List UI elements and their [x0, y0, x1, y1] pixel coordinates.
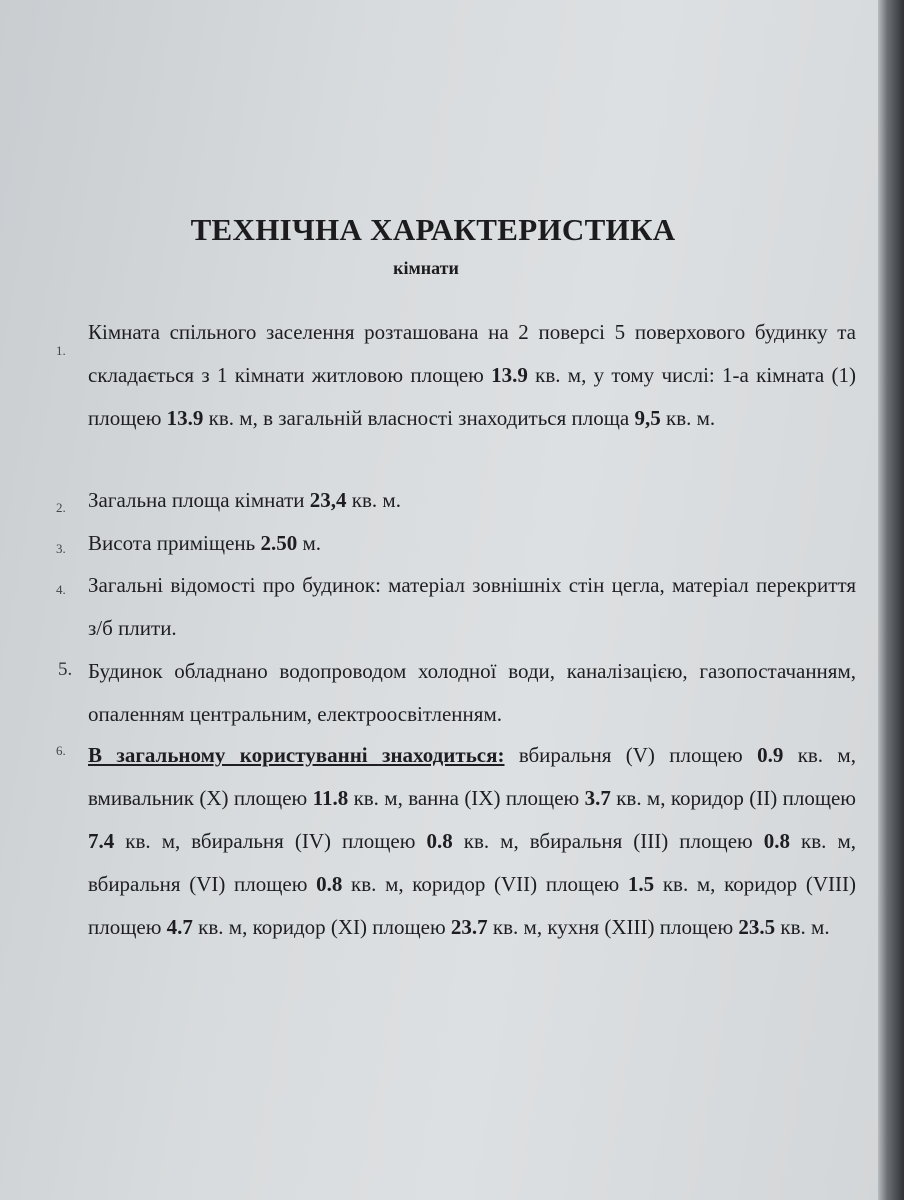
- text-run: Кімната спільного заселення розташована на 2 поверсі 5 поверхового будинку та складається з 1 кімнати житловою площею: [88, 320, 856, 387]
- item-text-6: [88, 734, 856, 949]
- page-edge-shadow: [878, 0, 904, 1200]
- item-text-5: [88, 650, 856, 736]
- item-number-6: 6.: [56, 743, 66, 758]
- value-text: 0.8: [316, 872, 343, 896]
- section-heading: В загальному користуванні знаходиться:: [88, 743, 505, 767]
- text-run: кв. м, коридор (VIII) площею: [88, 872, 856, 939]
- text-run: кв. м, в загальній власності знаходиться площа: [203, 406, 635, 430]
- item-number-5: 5.: [58, 659, 73, 680]
- text-run: Висота приміщень: [88, 531, 261, 555]
- text-run: кв. м, вмивальник (X) площею: [88, 743, 856, 810]
- value-text: 23.5: [738, 915, 776, 939]
- text-run: кв. м, кухня (XIII) площею: [487, 915, 739, 939]
- text-run: кв. м, вбиральня (VI) площею: [88, 829, 856, 896]
- text-run: кв. м, коридор (II) площею: [610, 786, 856, 810]
- value-text: 0.9: [757, 743, 784, 767]
- item-number-3: 3.: [56, 541, 66, 556]
- item-text-1: [88, 311, 856, 440]
- text-run: Загальна площа кімнати: [88, 488, 310, 512]
- text-run: кв. м.: [346, 488, 401, 512]
- value-text: 13.9: [491, 363, 528, 387]
- value-text: 7.4: [88, 829, 115, 853]
- item-text-2: [88, 479, 856, 522]
- value-text: 0.8: [763, 829, 790, 853]
- text-run: кв. м, вбиральня (IV) площею: [114, 829, 427, 853]
- text-run: м.: [297, 531, 321, 555]
- value-text: 13.9: [166, 406, 204, 430]
- text-run: кв. м.: [660, 406, 716, 430]
- item-number-1: 1.: [56, 343, 66, 358]
- value-text: 9,5: [634, 406, 661, 430]
- text-run: вбиральня (V) площею: [504, 743, 758, 767]
- text-run: кв. м, ванна (IX) площею: [348, 786, 585, 810]
- value-text: 2.50: [260, 531, 298, 555]
- document-title: ТЕХНІЧНА ХАРАКТЕРИСТИКА: [190, 212, 676, 247]
- text-run: кв. м.: [775, 915, 830, 939]
- text-run: кв. м, у тому числі: 1-а кімната (1) площею: [88, 363, 856, 430]
- value-text: 11.8: [312, 786, 349, 810]
- document-subtitle: кімнати: [393, 258, 459, 278]
- value-text: 4.7: [166, 915, 193, 939]
- item-text-4: [88, 564, 856, 650]
- value-text: 23.7: [450, 915, 488, 939]
- text-run: кв. м, коридор (VII) площею: [342, 872, 628, 896]
- item-number-4: 4.: [56, 582, 66, 597]
- value-text: 3.7: [584, 786, 611, 810]
- value-text: 1.5: [627, 872, 655, 896]
- value-text: 23,4: [309, 488, 347, 512]
- text-run: Загальні відомості про будинок: матеріал зовнішніх стін цегла, матеріал перекриття з/б плити.: [88, 573, 856, 640]
- item-text-3: [88, 522, 856, 565]
- item-number-2: 2.: [56, 500, 66, 515]
- text-run: кв. м, коридор (XI) площею: [192, 915, 451, 939]
- text-run: Будинок обладнано водопроводом холодної води, каналізацією, газопостачанням, опаленням центральним, електроосвітленням.: [88, 659, 856, 726]
- value-text: 0.8: [426, 829, 453, 853]
- text-run: кв. м, вбиральня (III) площею: [452, 829, 764, 853]
